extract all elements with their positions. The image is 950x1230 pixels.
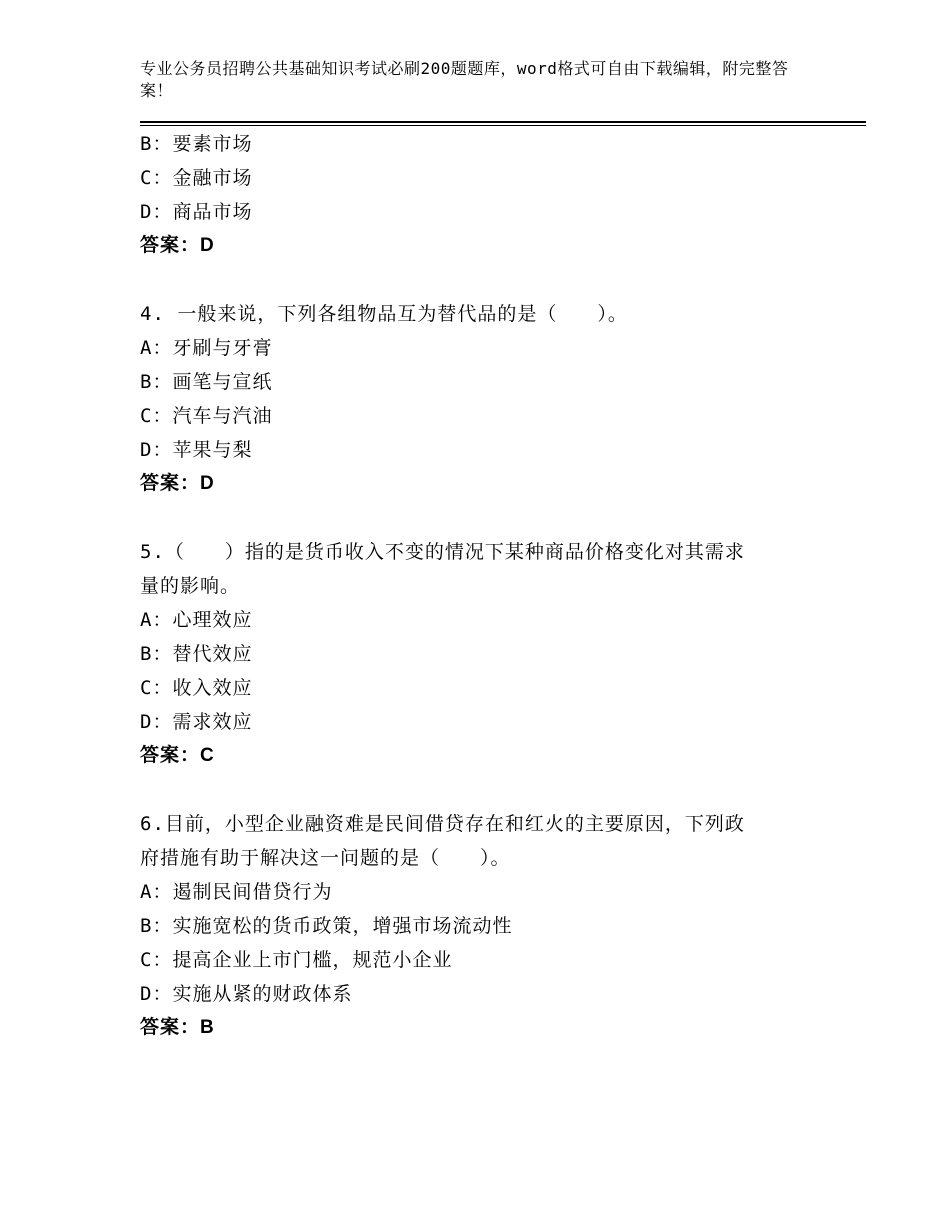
question-list xyxy=(140,127,820,1045)
header-divider-thin xyxy=(140,125,866,126)
spacer xyxy=(140,501,820,535)
question-5 xyxy=(140,535,820,773)
option-c: C：汽车与汽油 xyxy=(140,405,273,427)
option-c: C：提高企业上市门槛，规范小企业 xyxy=(140,949,453,971)
question-stem-line-1: 5.（ ）指的是货币收入不变的情况下某种商品价格变化对其需求 xyxy=(140,541,745,563)
option-a: A：遏制民间借贷行为 xyxy=(140,881,333,903)
option-a: A：心理效应 xyxy=(140,609,253,631)
question-stem-line-2: 府措施有助于解决这一问题的是（ ）。 xyxy=(140,847,511,869)
question-3-continued xyxy=(140,127,820,263)
option-d: D：苹果与梨 xyxy=(140,439,253,461)
header-divider-thick xyxy=(140,121,866,123)
question-4 xyxy=(140,297,820,501)
question-stem: 4. 一般来说，下列各组物品互为替代品的是（ ）。 xyxy=(140,303,628,325)
option-d: D：实施从紧的财政体系 xyxy=(140,983,353,1005)
spacer xyxy=(140,773,820,807)
option-d: D：商品市场 xyxy=(140,201,253,223)
answer-label: 答案：C xyxy=(140,745,215,766)
option-b: B：画笔与宣纸 xyxy=(140,371,273,393)
option-b: B：替代效应 xyxy=(140,643,253,665)
option-d: D：需求效应 xyxy=(140,711,253,733)
page-header: 专业公务员招聘公共基础知识考试必刷200题题库，word格式可自由下载编辑，附完整答案！ xyxy=(140,59,789,100)
spacer xyxy=(140,263,820,297)
question-6 xyxy=(140,807,820,1045)
answer-label: 答案：D xyxy=(140,235,215,256)
option-c: C：收入效应 xyxy=(140,677,253,699)
option-b: B：实施宽松的货币政策，增强市场流动性 xyxy=(140,915,513,937)
answer-label: 答案：D xyxy=(140,473,215,494)
option-c: C：金融市场 xyxy=(140,167,253,189)
option-a: A：牙刷与牙膏 xyxy=(140,337,273,359)
answer-label: 答案：B xyxy=(140,1017,215,1038)
question-stem-line-1: 6.目前，小型企业融资难是民间借贷存在和红火的主要原因，下列政 xyxy=(140,813,745,835)
option-b: B：要素市场 xyxy=(140,133,253,155)
question-stem-line-2: 量的影响。 xyxy=(140,575,241,597)
